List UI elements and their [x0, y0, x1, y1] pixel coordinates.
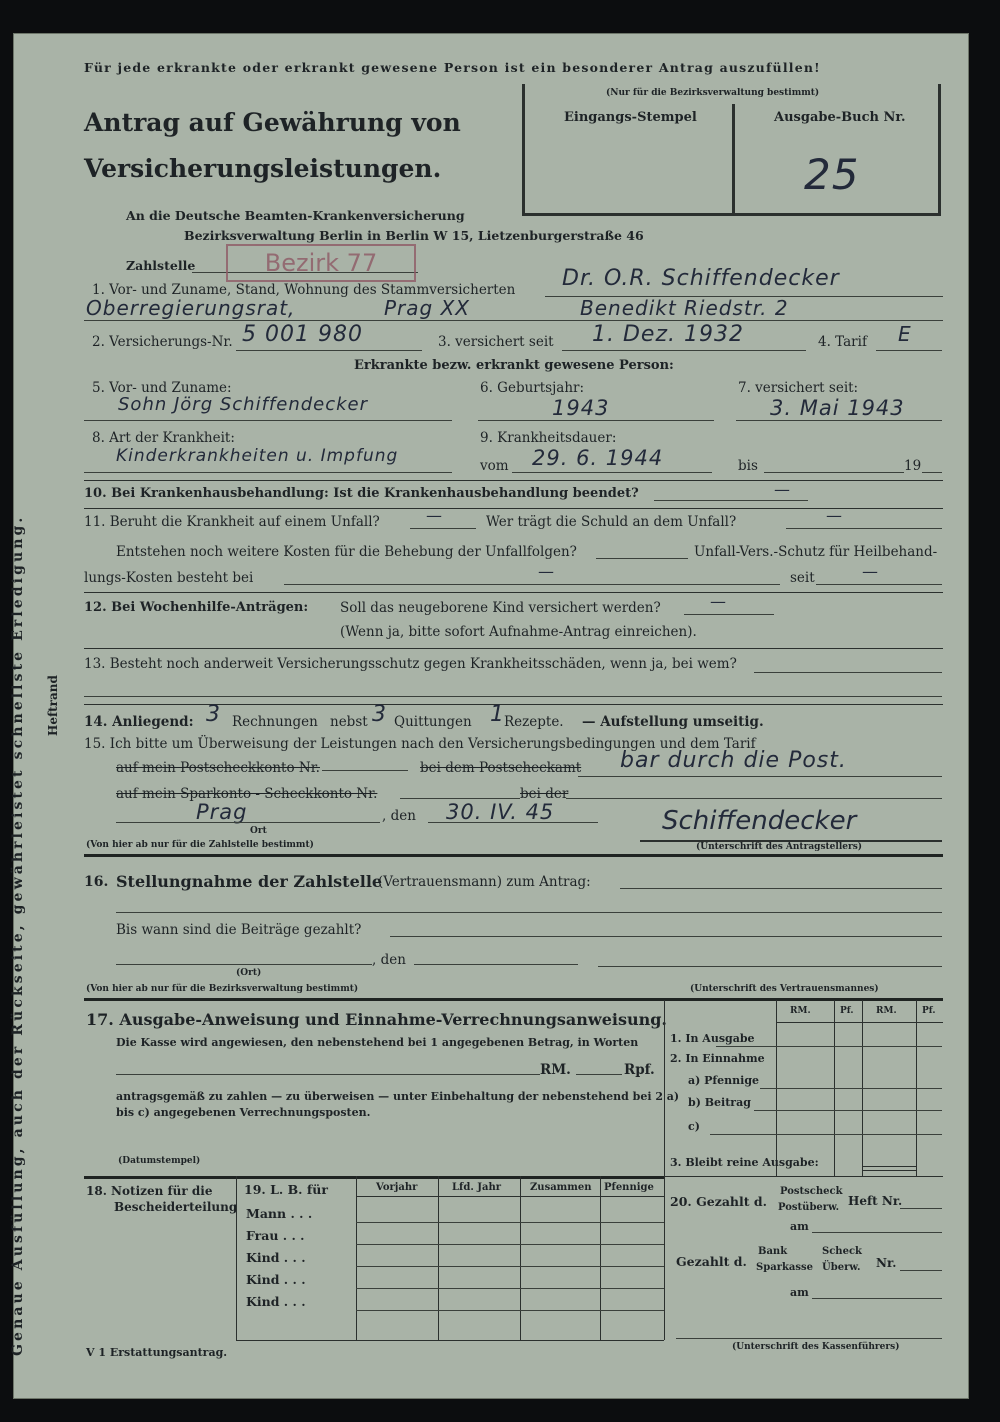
- lb-row-kind-1: Kind . . .: [246, 1250, 306, 1265]
- section16-line2: [116, 912, 942, 913]
- field9-label: 9. Krankheitsdauer:: [480, 430, 617, 446]
- reine-mark-2: [862, 1170, 916, 1171]
- q13-line2: [84, 696, 942, 697]
- patient-versichert-seit[interactable]: 3. Mai 1943: [770, 396, 905, 420]
- q12-answer[interactable]: —: [710, 592, 727, 611]
- section17-amount-line: [116, 1074, 540, 1075]
- question-15: 15. Ich bitte um Überweisung der Leistungen nach den Versicherungsbedingungen und dem Tarif: [84, 736, 756, 752]
- q10-line: [654, 500, 808, 501]
- question-11c: Entstehen noch weitere Kosten für die Behebung der Unfallfolgen?: [116, 544, 577, 560]
- question-11b: Wer trägt die Schuld an dem Unfall?: [486, 514, 737, 530]
- sparkonto-line: [400, 798, 520, 799]
- lb-row-line-3: [356, 1266, 664, 1267]
- question-10: 10. Bei Krankenhausbehandlung: Ist die Krankenhausbehandlung beendet?: [84, 486, 639, 501]
- quittungen-count[interactable]: 3: [372, 702, 387, 727]
- section16-ort-line: [116, 964, 372, 965]
- gezahlt-label-2: Gezahlt d.: [676, 1254, 747, 1269]
- payment-method[interactable]: bar durch die Post.: [620, 748, 847, 773]
- rezepte-label: Rezepte.: [504, 714, 564, 730]
- lb-col-vorjahr: Vorjahr: [376, 1182, 418, 1193]
- lb-row-kind-2: Kind . . .: [246, 1272, 306, 1287]
- field5-line: [84, 420, 452, 421]
- sparkasse-label: Sparkasse: [756, 1262, 813, 1273]
- divider-12: [84, 648, 943, 649]
- question-11f: seit: [790, 570, 815, 586]
- section17-bottom: [664, 1176, 943, 1177]
- patient-name[interactable]: Sohn Jörg Schiffendecker: [118, 394, 369, 415]
- bank-label: Bank: [758, 1246, 788, 1257]
- section16-sig-line: [598, 966, 942, 967]
- bis-label: bis: [738, 458, 758, 474]
- applicant-signature[interactable]: Schiffendecker: [662, 806, 857, 836]
- versichert-seit[interactable]: 1. Dez. 1932: [592, 322, 744, 347]
- bei-der-line: [566, 798, 942, 799]
- postscheck-label: auf mein Postscheckkonto Nr.: [116, 760, 320, 776]
- q11a-answer[interactable]: —: [426, 506, 443, 525]
- datum-stempel: (Datumstempel): [118, 1156, 201, 1166]
- beitraege-line: [390, 936, 942, 937]
- postscheck-line: [322, 770, 408, 771]
- rezepte-count[interactable]: 1: [490, 702, 505, 727]
- q11b-line: [786, 528, 942, 529]
- question-13: 13. Besteht noch anderweit Versicherungsschutz gegen Krankheitsschäden, wenn ja, bei wem?: [84, 656, 737, 672]
- q11c-line: [596, 558, 688, 559]
- nebst-label: nebst: [330, 714, 368, 730]
- row-reine-ausgabe: 3. Bleibt reine Ausgabe:: [670, 1156, 819, 1169]
- row-in-einnahme: 2. In Einnahme: [670, 1052, 765, 1065]
- field6-label: 6. Geburtsjahr:: [480, 380, 585, 396]
- row1-line: [716, 1046, 942, 1047]
- q11b-answer[interactable]: —: [826, 506, 843, 525]
- rpf-label: Rpf.: [624, 1062, 655, 1078]
- row-beitrag: b) Beitrag: [688, 1096, 751, 1109]
- lb-col-zusammen: Zusammen: [530, 1182, 592, 1193]
- reine-mark-1: [862, 1166, 916, 1167]
- field8-line: [84, 472, 452, 473]
- col-rm-1: RM.: [790, 1006, 811, 1016]
- insured-street[interactable]: Benedikt Riedstr. 2: [580, 296, 789, 320]
- field3-label: 3. versichert seit: [438, 334, 554, 350]
- heft-nr-label: Heft Nr.: [848, 1194, 903, 1208]
- address-line1: An die Deutsche Beamten-Krankenversicherung: [126, 208, 465, 223]
- section18-title-1: 18. Notizen für die: [86, 1184, 213, 1198]
- question-12b: Soll das neugeborene Kind versichert werden?: [340, 600, 661, 616]
- question-11d: Unfall-Vers.-Schutz für Heilbehand-: [694, 544, 938, 560]
- lb-row-line-5: [356, 1310, 664, 1311]
- nr-label: Nr.: [876, 1256, 897, 1270]
- tarif-value[interactable]: E: [898, 322, 912, 346]
- lb-col-pfennige: Pfennige: [604, 1182, 654, 1193]
- section19-title: 19. L. B. für: [244, 1182, 328, 1197]
- section16-title: Stellungnahme der Zahlstelle: [116, 872, 383, 891]
- postscheckamt-label: bei dem Postscheckamt: [420, 760, 582, 776]
- field1-label: 1. Vor- und Zuname, Stand, Wohnung des Stammversicherten: [92, 282, 516, 298]
- am-line-1: [812, 1232, 942, 1233]
- patient-heading: Erkrankte bezw. erkrankt gewesene Person:: [354, 358, 674, 373]
- vom-label: vom: [480, 458, 509, 474]
- zahlstelle-label: Zahlstelle: [126, 258, 196, 273]
- applicant-sig-label: (Unterschrift des Antragstellers): [696, 842, 863, 852]
- q11e-line: [284, 584, 780, 585]
- section17-line2: antragsgemäß zu zahlen — zu überweisen — unter Einbehaltung der nebenstehend bei 2 a): [116, 1090, 680, 1103]
- field7-line: [736, 420, 942, 421]
- field1-line2: [84, 320, 943, 321]
- section19-left: [236, 1176, 237, 1340]
- aufstellung-label: — Aufstellung umseitig.: [582, 714, 764, 730]
- field3-line: [562, 350, 806, 351]
- scheck-label: Scheck: [822, 1246, 862, 1257]
- section17-divider: [664, 1000, 665, 1176]
- field7-label: 7. versichert seit:: [738, 380, 859, 396]
- office-note: (Nur für die Bezirksverwaltung bestimmt): [606, 88, 820, 98]
- row2c-line: [710, 1134, 942, 1135]
- question-11e: lungs-Kosten besteht bei: [84, 570, 254, 586]
- lb-header-line: [356, 1196, 664, 1197]
- field2-line: [236, 350, 422, 351]
- section20-title: 20. Gezahlt d.: [670, 1194, 767, 1209]
- quittungen-label: Quittungen: [394, 714, 472, 730]
- rechnungen-label: Rechnungen: [232, 714, 318, 730]
- heftrand-label: Heftrand: [46, 675, 60, 736]
- field2-label: 2. Versicherungs-Nr.: [92, 334, 233, 350]
- box-right-border: [938, 84, 941, 216]
- field4-label: 4. Tarif: [818, 334, 867, 350]
- divider-15: [84, 854, 943, 857]
- box-bottom-border: [522, 213, 941, 216]
- row-in-ausgabe: 1. In Ausgabe: [670, 1032, 755, 1045]
- box-left-border: [522, 84, 525, 216]
- divider-9: [84, 480, 943, 481]
- payment-line: [578, 776, 942, 777]
- ueberw-label: Überw.: [822, 1262, 861, 1273]
- insured-city[interactable]: Prag XX: [384, 296, 470, 320]
- form-code: V 1 Erstattungsantrag.: [86, 1346, 228, 1359]
- divider-16: [84, 998, 943, 1001]
- birth-year[interactable]: 1943: [552, 396, 610, 420]
- am-label-2: am: [790, 1286, 809, 1299]
- money-header-line: [776, 1022, 943, 1023]
- row-c: c): [688, 1120, 700, 1133]
- question-12a: 12. Bei Wochenhilfe-Anträgen:: [84, 600, 309, 615]
- year-suffix: 19: [904, 458, 922, 474]
- lb-row-line-4: [356, 1288, 664, 1289]
- q11e-answer[interactable]: —: [538, 562, 555, 581]
- rm-label: RM.: [540, 1062, 571, 1078]
- col-pf-1: Pf.: [840, 1006, 854, 1016]
- zahlstelle-note: (Von hier ab nur für die Zahlstelle bestimmt): [86, 840, 314, 850]
- section16-line1: [620, 888, 942, 889]
- insured-rank[interactable]: Oberregierungsrat,: [86, 296, 296, 320]
- field4-line: [876, 350, 942, 351]
- year-line: [922, 472, 942, 473]
- lb-row-mann: Mann . . .: [246, 1206, 313, 1221]
- section16-den: , den: [372, 952, 406, 968]
- date-line: [428, 822, 598, 823]
- section16-ort-label: (Ort): [236, 968, 262, 978]
- heft-nr-line: [900, 1208, 942, 1209]
- row-pfennige: a) Pfennige: [688, 1074, 760, 1087]
- field6-line: [478, 420, 714, 421]
- illness-from[interactable]: 29. 6. 1944: [532, 446, 664, 470]
- section17-line3: bis c) angegebenen Verrechnungsposten.: [116, 1106, 371, 1119]
- rechnungen-count[interactable]: 3: [206, 702, 221, 727]
- bezirk-stamp: Bezirk 77: [226, 244, 416, 282]
- col-pf-2: Pf.: [922, 1006, 936, 1016]
- lb-row-frau: Frau . . .: [246, 1228, 305, 1243]
- postueberw-label: Postüberw.: [778, 1202, 840, 1213]
- insured-name[interactable]: Dr. O.R. Schiffendecker: [562, 266, 840, 291]
- q10-answer[interactable]: —: [774, 480, 791, 499]
- title-line2: Versicherungsleistungen.: [84, 154, 442, 183]
- lb-col-3: [600, 1176, 601, 1340]
- divider-11: [84, 592, 943, 593]
- address-line2: Bezirksverwaltung Berlin in Berlin W 15, Lietzenburgerstraße 46: [184, 228, 644, 243]
- nr-line: [900, 1270, 942, 1271]
- q12-line: [684, 614, 774, 615]
- q11f-line: [816, 584, 942, 585]
- lb-row-line-1: [356, 1222, 664, 1223]
- section17-title: 17. Ausgabe-Anweisung und Einnahme-Verrechnungsanweisung.: [86, 1010, 667, 1029]
- q13-line: [754, 672, 942, 673]
- beitraege-label: Bis wann sind die Beiträge gezahlt?: [116, 922, 362, 938]
- question-11a: 11. Beruht die Krankheit auf einem Unfall?: [84, 514, 380, 530]
- lb-col-2: [520, 1176, 521, 1340]
- lb-col-1: [438, 1176, 439, 1340]
- section17-line1: Die Kasse wird angewiesen, den nebenstehend bei 1 angegebenen Betrag, in Worten: [116, 1036, 639, 1049]
- bezirk-note: (Von hier ab nur für die Bezirksverwaltung bestimmt): [86, 984, 359, 994]
- section16-sig-label: (Unterschrift des Vertrauensmannes): [690, 984, 879, 994]
- ort-line: [116, 822, 380, 823]
- col-rm-2: RM.: [876, 1006, 897, 1016]
- section16-date-line: [414, 964, 578, 965]
- divider-17: [84, 1176, 664, 1179]
- field8-label: 8. Art der Krankheit:: [92, 430, 235, 446]
- top-notice: Für jede erkrankte oder erkrankt gewesene Person ist ein besonderer Antrag auszufüllen!: [84, 60, 821, 75]
- bis-line: [764, 472, 904, 473]
- eingangs-stempel-label: Eingangs-Stempel: [564, 110, 697, 125]
- ausgabe-buch-value: 25: [804, 150, 860, 199]
- row2b-line: [754, 1110, 942, 1111]
- lb-row-kind-3: Kind . . .: [246, 1294, 306, 1309]
- field5-label: 5. Vor- und Zuname:: [92, 380, 232, 396]
- lb-row-line-2: [356, 1244, 664, 1245]
- q11f-answer[interactable]: —: [862, 562, 879, 581]
- ort-value[interactable]: Prag: [196, 800, 248, 824]
- illness-type[interactable]: Kinderkrankheiten u. Impfung: [116, 446, 399, 466]
- postscheck-label-20: Postscheck: [780, 1186, 843, 1197]
- section19-right: [664, 1176, 665, 1340]
- sparkonto-label: auf mein Sparkonto - Scheckkonto Nr.: [116, 786, 378, 802]
- date-value[interactable]: 30. IV. 45: [446, 800, 555, 824]
- section19-bottom: [236, 1340, 664, 1341]
- lb-col-0: [356, 1176, 357, 1340]
- rm-line: [576, 1074, 622, 1075]
- section16-title-suffix: (Vertrauensmann) zum Antrag:: [378, 874, 591, 890]
- lb-col-lfd-jahr: Lfd. Jahr: [452, 1182, 502, 1193]
- vom-line: [512, 472, 712, 473]
- title-line1: Antrag auf Gewährung von: [84, 108, 461, 137]
- section16-number: 16.: [84, 874, 109, 890]
- am-line-2: [812, 1298, 942, 1299]
- divider-10: [84, 508, 943, 509]
- question-12c: (Wenn ja, bitte sofort Aufnahme-Antrag einreichen).: [340, 624, 697, 640]
- am-label-1: am: [790, 1220, 809, 1233]
- bei-der-label: bei der: [520, 786, 569, 802]
- ort-label: Ort: [250, 826, 267, 836]
- attachments-label: 14. Anliegend:: [84, 714, 194, 730]
- section18-title-2: Bescheiderteilung: [114, 1200, 238, 1214]
- versicherungs-nr[interactable]: 5 001 980: [242, 322, 363, 347]
- kassen-sig-line: [676, 1338, 942, 1339]
- row2a-line: [760, 1088, 942, 1089]
- q11a-line: [410, 528, 476, 529]
- kassen-sig-label: (Unterschrift des Kassenführers): [732, 1342, 900, 1352]
- den-label: , den: [382, 808, 416, 824]
- box-middle-border: [732, 104, 735, 216]
- vertical-margin-text: Genaue Ausfüllung, auch der Rückseite, gewährleistet schnellste Erledigung.: [10, 514, 26, 1356]
- ausgabe-buch-label: Ausgabe-Buch Nr.: [774, 110, 906, 125]
